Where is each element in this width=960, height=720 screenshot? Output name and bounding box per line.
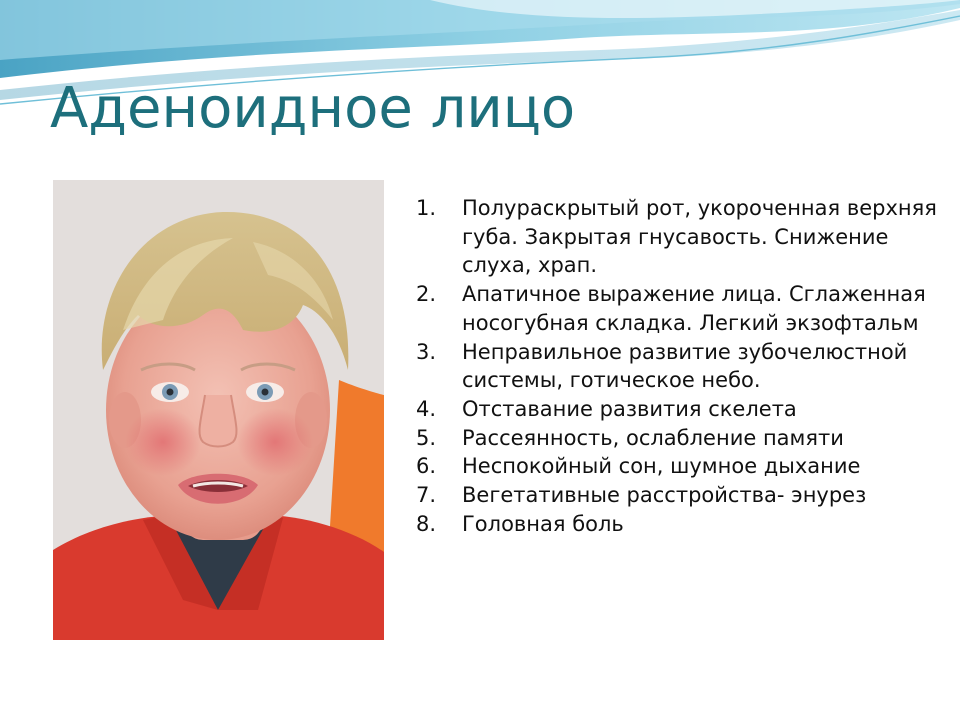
item-number: 6. [416,454,437,479]
item-number: 8. [416,511,437,536]
list-item [410,481,940,510]
item-number: 5. [416,425,437,450]
item-text: Отставание развития скелета [462,396,797,421]
symptom-list [410,194,940,538]
item-number: 4. [416,396,437,421]
item-text: Апатичное выражение лица. Сглаженная носогубная складка. Легкий экзофтальм [462,282,926,335]
list-item [410,194,940,280]
item-number: 7. [416,483,437,508]
list-item [410,510,940,539]
list-item [410,395,940,424]
item-text: Полураскрытый рот, укороченная верхняя губа. Закрытая гнусавость. Снижение слуха, храп. [462,196,937,278]
list-item [410,280,940,337]
item-number: 2. [416,282,437,307]
list-item [410,338,940,395]
item-number: 1. [416,196,437,220]
child-portrait-photo [53,180,384,640]
list-item [410,424,940,453]
item-text: Вегетативные расстройства- энурез [462,483,867,508]
page-title: Аденоидное лицо [50,76,576,141]
item-number: 3. [416,339,437,364]
item-text: Неспокойный сон, шумное дыхание [462,454,861,479]
list-item [410,452,940,481]
item-text: Неправильное развитие зубочелюстной системы, готическое небо. [462,339,908,393]
item-text: Головная боль [462,511,624,536]
item-text: Рассеянность, ослабление памяти [462,425,844,450]
